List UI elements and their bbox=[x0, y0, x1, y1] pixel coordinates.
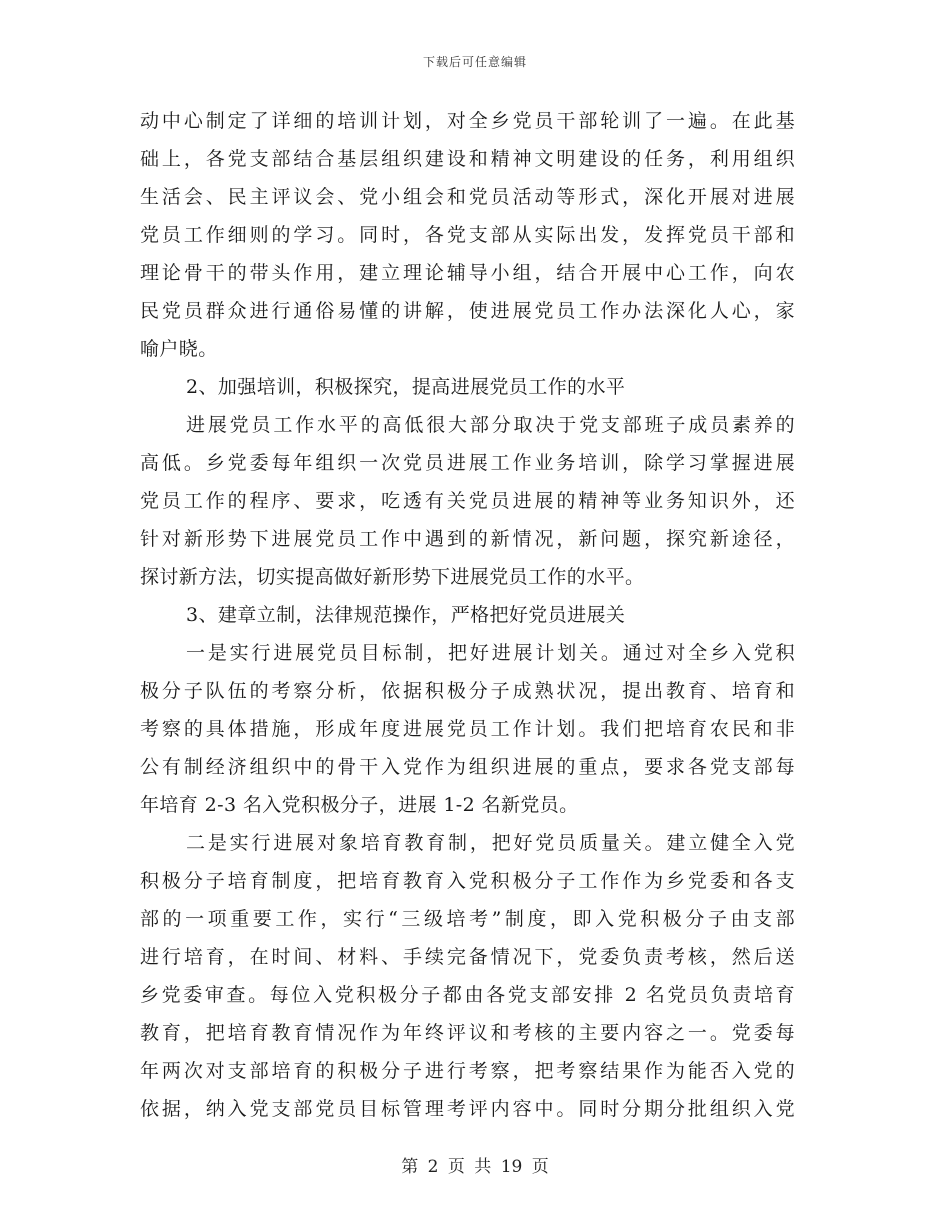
text-line: 公有制经济组织中的骨干入党作为组织进展的重点，要求各党支部每 bbox=[140, 756, 795, 778]
page-number: 第 2 页 共 19 页 bbox=[401, 1157, 549, 1177]
text-line: 础上，各党支部结合基层组织建设和精神文明建设的任务，利用组织 bbox=[140, 148, 795, 170]
text-line: 依据，纳入党支部党员目标管理考评内容中。同时分期分批组织入党 bbox=[140, 1098, 795, 1120]
text-line: 积极分子培育制度，把培育教育入党积极分子工作作为乡党委和各支 bbox=[140, 870, 795, 892]
text-line: 进展党员工作水平的高低很大部分取决于党支部班子成员素养的 bbox=[186, 414, 795, 436]
text-line: 二是实行进展对象培育教育制，把好党员质量关。建立健全入党 bbox=[186, 832, 795, 854]
text-line: 一是实行进展党员目标制，把好进展计划关。通过对全乡入党积 bbox=[186, 642, 795, 664]
text-line: 3、建章立制，法律规范操作，严格把好党员进展关 bbox=[186, 604, 626, 626]
text-line: 年培育 2-3 名入党积极分子，进展 1-2 名新党员。 bbox=[140, 794, 579, 816]
text-line: 进行培育，在时间、材料、手续完备情况下，党委负责考核，然后送 bbox=[140, 946, 795, 968]
text-line: 民党员群众进行通俗易懂的讲解，使进展党员工作办法深化人心，家 bbox=[140, 300, 795, 322]
text-line: 喻户晓。 bbox=[140, 338, 218, 360]
text-line: 动中心制定了详细的培训计划，对全乡党员干部轮训了一遍。在此基 bbox=[140, 110, 795, 132]
text-line: 生活会、民主评议会、党小组会和党员活动等形式，深化开展对进展 bbox=[140, 186, 795, 208]
text-line: 理论骨干的带头作用，建立理论辅导小组，结合开展中心工作，向农 bbox=[140, 262, 795, 284]
text-line: 高低。乡党委每年组织一次党员进展工作业务培训，除学习掌握进展 bbox=[140, 452, 795, 474]
text-line: 部的一项重要工作，实行“三级培考”制度，即入党积极分子由支部 bbox=[140, 908, 795, 930]
text-line: 考察的具体措施，形成年度进展党员工作计划。我们把培育农民和非 bbox=[140, 718, 795, 740]
text-line: 探讨新方法，切实提高做好新形势下进展党员工作的水平。 bbox=[140, 566, 645, 588]
page-header-note: 下载后可任意编辑 bbox=[422, 55, 527, 69]
document-body bbox=[140, 102, 795, 1128]
text-line: 极分子队伍的考察分析，依据积极分子成熟状况，提出教育、培育和 bbox=[140, 680, 795, 702]
text-line: 教育，把培育教育情况作为年终评议和考核的主要内容之一。党委每 bbox=[140, 1022, 795, 1044]
text-line: 年两次对支部培育的积极分子进行考察，把考察结果作为能否入党的 bbox=[140, 1060, 795, 1082]
text-line: 党员工作的程序、要求，吃透有关党员进展的精神等业务知识外，还 bbox=[140, 490, 795, 512]
text-line: 乡党委审查。每位入党积极分子都由各党支部安排 2 名党员负责培育 bbox=[140, 984, 795, 1006]
text-line: 2、加强培训，积极探究，提高进展党员工作的水平 bbox=[186, 376, 626, 398]
text-line: 针对新形势下进展党员工作中遇到的新情况，新问题，探究新途径， bbox=[140, 528, 795, 550]
text-line: 党员工作细则的学习。同时，各党支部从实际出发，发挥党员干部和 bbox=[140, 224, 795, 246]
